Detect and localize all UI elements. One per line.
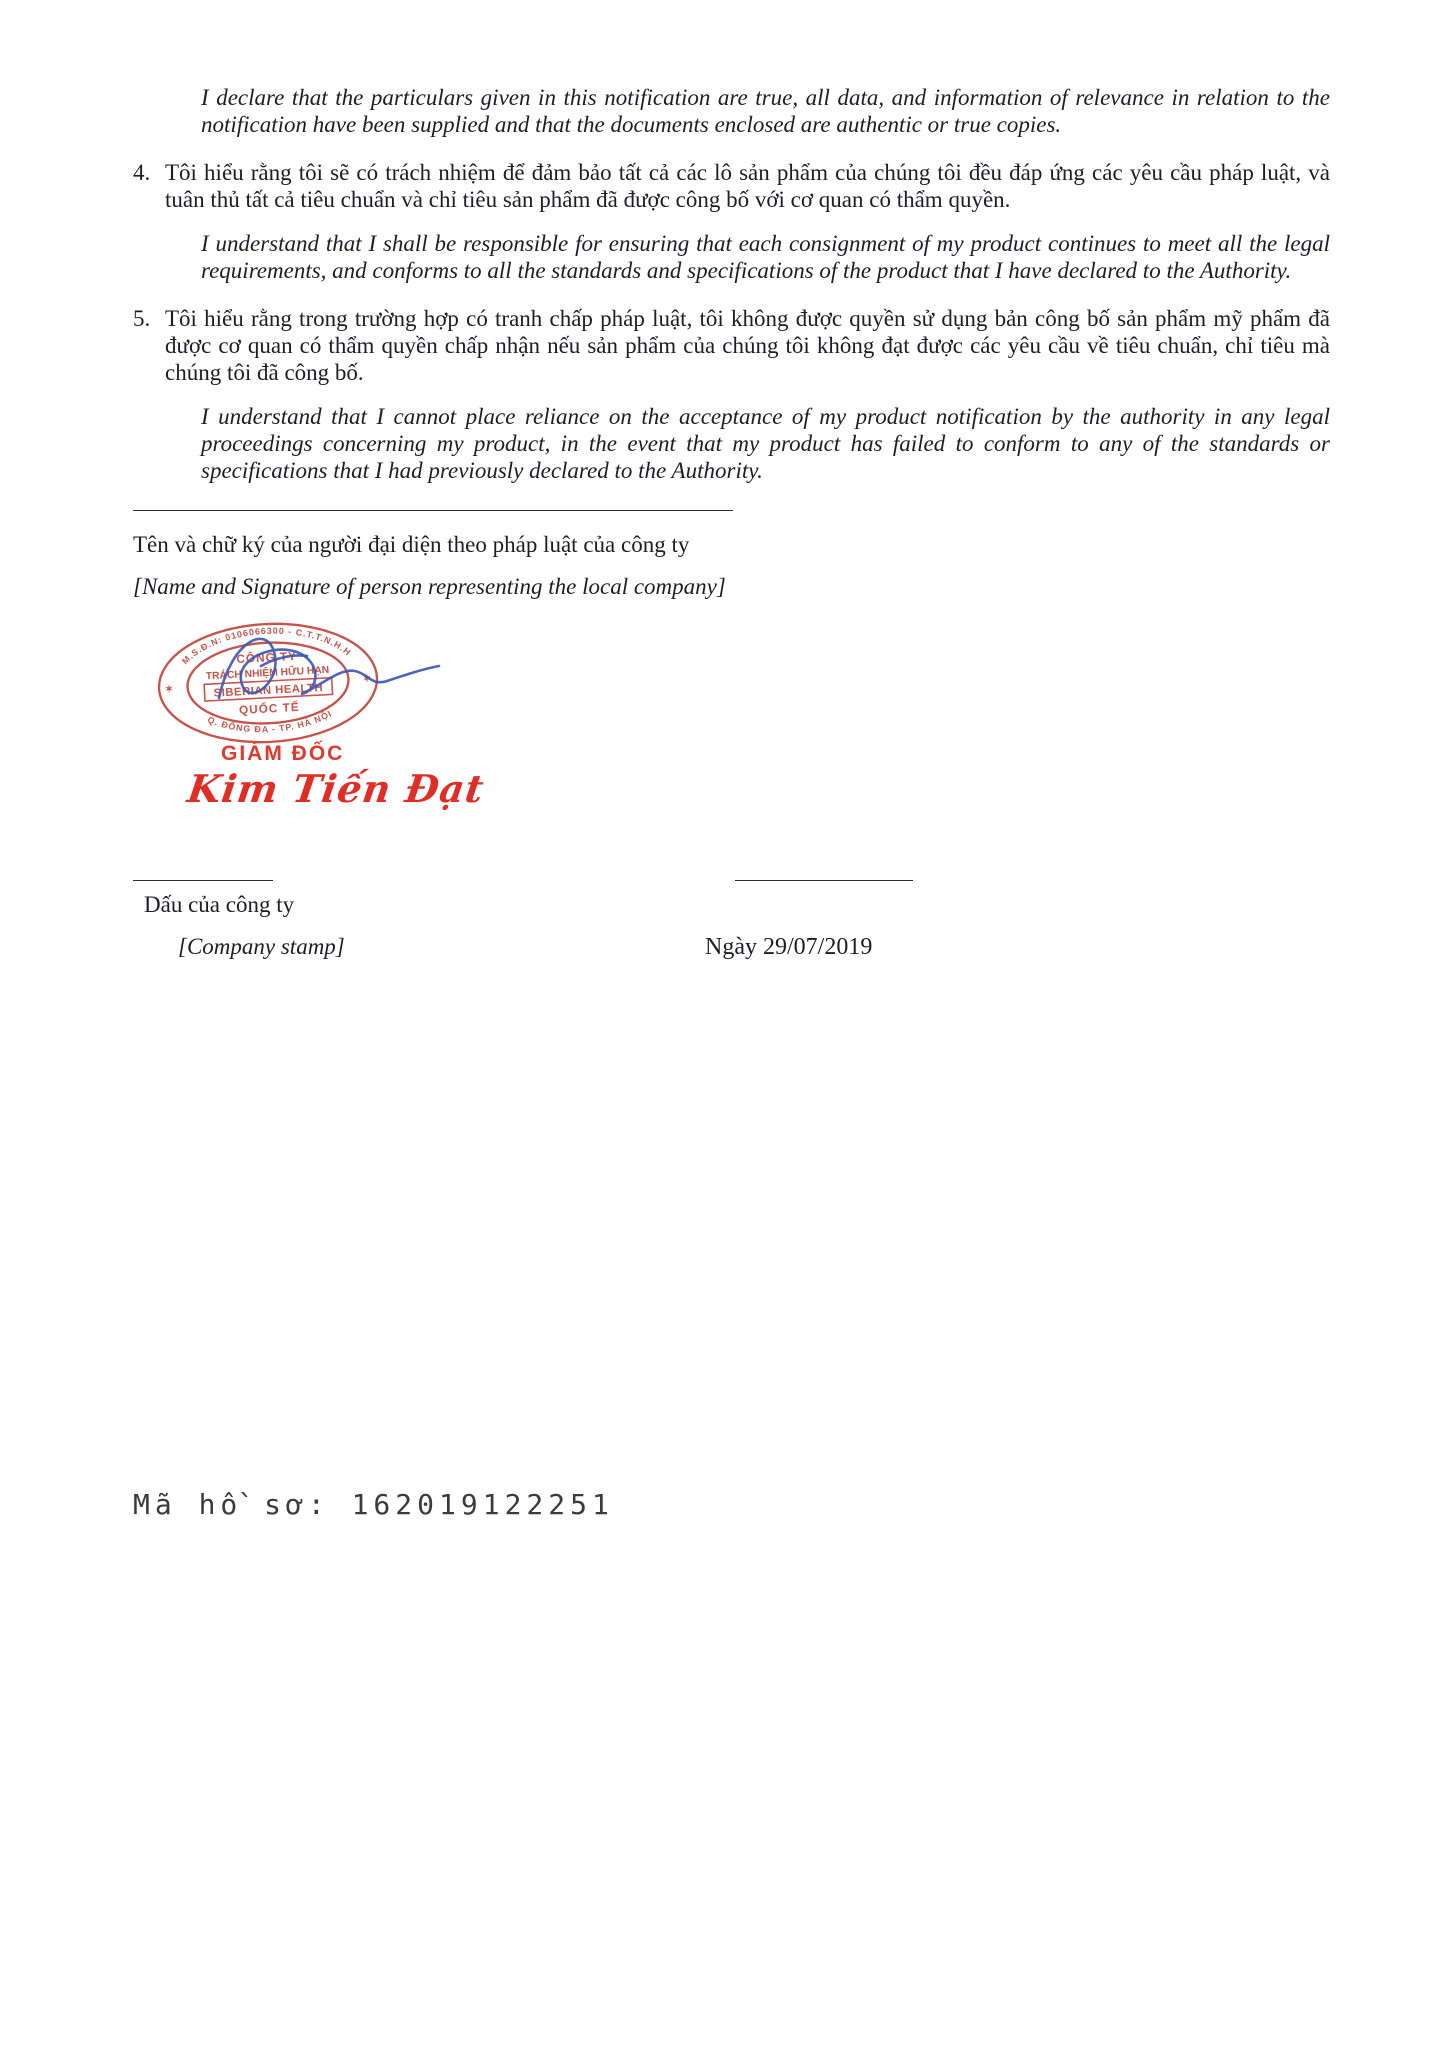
declaration-paragraph: I declare that the particulars given in this notification are true, all data, and information of relevance in relation to the notification have been supplied and that the documents enclosed are authentic or true copies. [201, 85, 1330, 137]
director-title: GIÁM ĐỐC [221, 742, 345, 765]
stamp-ring-text-bottom: Q. ĐỐNG ĐA - TP. HÀ NỘI [206, 708, 334, 735]
item-5-number: 5. [133, 306, 151, 331]
signer-label-en: [Name and Signature of person representing the local company] [133, 574, 726, 599]
item-5-text-en: I understand that I cannot place reliance on the acceptance of my product notification by the authority in any legal proceedings concerning my product, in the event that my product has failed to conform to any of the standards or specifications that I had previously declared to the Authority. [201, 404, 1330, 483]
item-4-text-en: I understand that I shall be responsible for ensuring that each consignment of my product continues to meet all the legal requirements, and conforms to all the standards and specifications of the product that I have declared to the Authority. [201, 231, 1330, 283]
item-5-text-vi: Tôi hiểu rằng trong trường hợp có tranh chấp pháp luật, tôi không được quyền sử dụng bản công bố sản phẩm mỹ phẩm đã được cơ quan có thẩm quyền chấp nhận nếu sản phẩm của chúng tôi không đạt được các yêu cầu về tiêu chuẩn, chỉ tiêu mà chúng tôi đã công bố. [165, 306, 1330, 385]
item-4-number: 4. [133, 160, 151, 185]
stamp-ring-text-top: M.S.Đ.N: 0106066300 - C.T.T.N.H.H [179, 625, 354, 667]
item-4-text-vi: Tôi hiểu rằng tôi sẽ có trách nhiệm để đảm bảo tất cả các lô sản phẩm của chúng tôi đều đáp ứng các yêu cầu pháp luật, và tuân thủ tất cả tiêu chuẩn và chỉ tiêu sản phẩm đã được công bố với cơ quan có thẩm quyền. [165, 160, 1330, 212]
stamp-underline-left [133, 880, 273, 881]
date-underline-right [735, 880, 913, 881]
star-icon-left: ✶ [164, 683, 174, 696]
signer-label-vi: Tên và chữ ký của người đại diện theo pháp luật của công ty [133, 532, 690, 557]
star-icon-right: ✶ [362, 673, 372, 685]
stamp-line-brand: SIBERIAN HEALTH [213, 681, 324, 700]
file-code: Mã hồ sơ: 162019122251 [133, 1488, 614, 1521]
stamp-line-llc: TRÁCH NHIỆM HỮU HẠN [205, 664, 330, 683]
company-stamp-label-vi: Dấu của công ty [144, 892, 295, 917]
stamp-line-company: CÔNG TY [236, 649, 298, 666]
divider-line [133, 510, 733, 511]
stamp-line-intl: QUỐC TẾ [238, 700, 300, 718]
signature-and-stamp-area [133, 614, 1330, 846]
item-5 [133, 305, 1330, 484]
director-signature-name: Kim Tiến Đạt [184, 766, 488, 811]
date-label: Ngày 29/07/2019 [705, 934, 873, 960]
document-body [133, 84, 1330, 990]
signature-scribble [203, 606, 453, 731]
company-stamp-label-en: [Company stamp] [178, 934, 345, 959]
item-4 [133, 159, 1330, 284]
footer-area [133, 880, 1330, 990]
